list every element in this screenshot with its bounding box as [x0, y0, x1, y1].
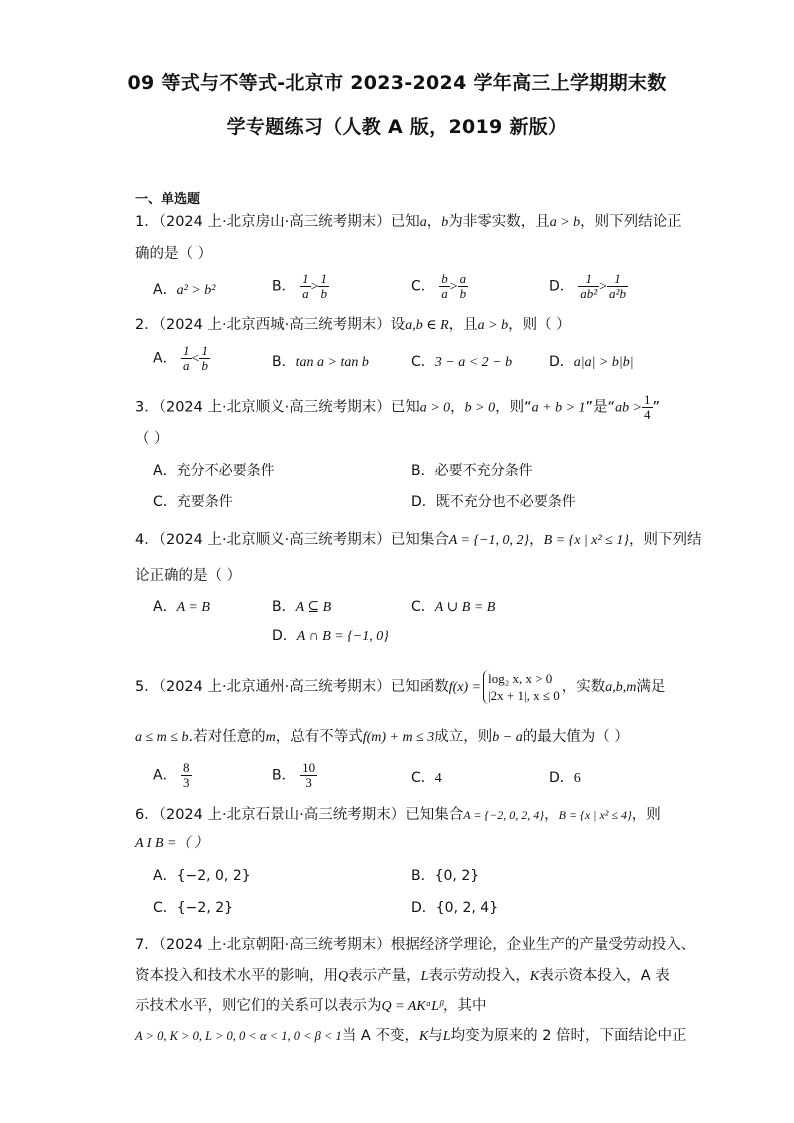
q3-condition: a + b > 1	[531, 400, 586, 416]
q5-text: 的最大值为（ ）	[522, 729, 629, 745]
fraction: $\frac{b}{a}$	[441, 271, 448, 301]
question-6-stem-line-2	[135, 833, 208, 854]
q7-text: 表示产量，	[348, 968, 421, 984]
q4-option-a[interactable]	[153, 597, 210, 618]
question-1-stem-line-2: 确的是（ ）	[135, 246, 213, 262]
option-expr: a|a| > b|b|	[573, 355, 634, 370]
q7-text: 与	[428, 1028, 443, 1044]
q1-text: ，	[426, 214, 442, 230]
fraction: $\frac{1}{a}$	[183, 343, 190, 373]
q6-text: ，则	[631, 807, 661, 823]
option-label: C．	[411, 770, 435, 786]
q2-text: 2．（2024 上·北京西城·高三统考期末）设	[135, 317, 406, 333]
option-label: C．	[411, 599, 435, 615]
q7-text: 表示资本投入，A 表	[539, 968, 670, 984]
q7-var-k: K	[529, 969, 540, 984]
option-expr: 4	[434, 771, 442, 786]
q6-text: 6．（2024 上·北京石景山·高三统考期末）已知集合	[135, 807, 464, 823]
q4-text: ，则下列结	[628, 532, 702, 548]
q4-set-b: B = {x | x² ≤ 1}	[543, 533, 629, 548]
q1-option-a[interactable]	[153, 280, 215, 301]
q2-text: ，且	[448, 317, 478, 333]
q1-condition: a > b	[549, 215, 581, 230]
q5-vars: a,b,m	[605, 680, 637, 695]
q2-option-a[interactable]	[153, 344, 210, 373]
q2-text: ，则（ ）	[508, 317, 571, 333]
operator: >	[449, 279, 458, 295]
option-expr: a² > b²	[176, 283, 216, 298]
q3-condition: ab >	[615, 400, 643, 416]
option-label: C．	[411, 278, 435, 295]
q2-condition: a > b	[477, 318, 509, 333]
piecewise-brace	[483, 670, 560, 704]
q3-condition: b > 0	[464, 400, 496, 416]
document-title-line-1: 09 等式与不等式-北京市 2023-2024 学年高三上学期期末数	[127, 72, 667, 94]
question-7-stem-line-1: 7．（2024 上·北京朝阳·高三统考期末）根据经济学理论，企业生产的产量受劳动投入、	[135, 937, 696, 953]
q6-option-a[interactable]: A．{−2, 0, 2}	[153, 868, 251, 884]
operator: >	[310, 279, 319, 295]
q5-condition: a ≤ m ≤ b	[135, 730, 189, 745]
question-1-stem	[135, 212, 682, 233]
q6-expression: A I B =（ ）	[135, 836, 208, 851]
q3-option-a[interactable]: A．充分不必要条件	[153, 463, 275, 479]
q7-var-l: L	[442, 1029, 451, 1044]
fraction: $\frac{1}{\text{a²b}}$	[609, 271, 626, 301]
option-label: A．	[153, 350, 177, 367]
fraction: $\frac{1}{a}$	[302, 271, 309, 301]
option-label: B．	[272, 354, 296, 370]
q3-text: ”	[652, 399, 661, 416]
q1-text: 1．（2024 上·北京房山·高三统考期末）已知	[135, 214, 420, 230]
question-3-stem-line-2: （ ）	[135, 431, 169, 447]
q7-text: ，其中	[443, 998, 487, 1014]
q6-option-c[interactable]: C．{−2, 2}	[153, 900, 234, 916]
q7-text: 当 A 不变，	[341, 1028, 419, 1044]
option-expr: 6	[573, 771, 581, 786]
q7-var-q: Q	[338, 969, 349, 984]
operator: >	[599, 279, 608, 295]
document-title-line-2: 学专题练习（人教 A 版，2019 新版）	[226, 116, 568, 138]
q3-text: ，	[450, 399, 465, 416]
question-7-stem-line-3	[135, 996, 487, 1017]
question-7-stem-line-2	[135, 966, 670, 987]
q1-text: 为非零实数，且	[448, 214, 550, 230]
q5-text: ，实数	[561, 679, 606, 695]
q5-var-m: m	[265, 730, 276, 745]
option-expr: A = B	[176, 600, 210, 615]
question-5-stem	[135, 670, 665, 705]
q5-text: 成立，则	[434, 729, 493, 745]
question-2-stem	[135, 315, 571, 336]
q5-option-c[interactable]	[411, 768, 442, 789]
option-label: B．	[272, 599, 296, 615]
fraction: $\frac{1}{b}$	[320, 271, 327, 301]
q4-option-b[interactable]	[272, 597, 331, 618]
q5-function: f(x) =	[448, 680, 482, 695]
q3-text: 3．（2024 上·北京顺义·高三统考期末）已知	[135, 399, 420, 416]
q4-option-c[interactable]	[411, 597, 495, 618]
q6-option-b[interactable]: B．{0, 2}	[411, 868, 480, 884]
q6-set-b: B = {x | x² ≤ 4}	[558, 808, 632, 822]
q7-var-l: L	[420, 969, 429, 984]
q7-conditions: A > 0, K > 0, L > 0, 0 < α < 1, 0 < β < 1	[135, 1029, 342, 1043]
q3-option-c[interactable]: C．充要条件	[153, 494, 233, 510]
question-4-stem	[135, 530, 701, 551]
operator: <	[191, 351, 200, 367]
option-expr: A ⊆ B	[295, 600, 332, 615]
q6-text: ，	[544, 807, 559, 823]
option-label: B．	[272, 767, 296, 784]
q5-text: 5．（2024 上·北京通州·高三统考期末）已知函数	[135, 679, 449, 695]
option-expr: A ∩ B = {−1, 0}	[296, 629, 389, 644]
q2-option-b[interactable]	[272, 352, 369, 373]
q1-option-b[interactable]	[272, 272, 329, 301]
q7-text: 均变为原来的 2 倍时，下面结论中正	[450, 1028, 687, 1044]
option-expr: tan a > tan b	[295, 355, 369, 370]
option-label: D．	[549, 278, 574, 295]
option-label: D．	[549, 354, 574, 370]
q5-option-d[interactable]	[549, 768, 581, 789]
q4-text: ，	[529, 532, 544, 548]
question-6-stem	[135, 805, 661, 825]
piecewise-case-1: log₂ x, x > 0	[488, 671, 553, 686]
q7-var-k: K	[418, 1029, 429, 1044]
fraction: $\frac{8}{3}$	[183, 760, 190, 790]
fraction: $\frac{1}{b}$	[201, 343, 208, 373]
q3-text: ”是“	[585, 399, 616, 416]
q5-text: .若对任意的	[188, 729, 266, 745]
q2-option-d[interactable]	[549, 352, 634, 373]
q5-text: 满足	[636, 679, 666, 695]
option-expr: A ∪ B = B	[434, 600, 496, 615]
q3-option-d[interactable]: D．既不充分也不必要条件	[411, 494, 576, 510]
fraction: $\frac{1}{\text{ab²}}$	[580, 271, 598, 301]
option-label: A．	[153, 599, 177, 615]
q5-text: ，总有不等式	[275, 729, 363, 745]
option-label: A．	[153, 767, 177, 784]
q5-inequality: f(m) + m ≤ 3	[362, 730, 435, 745]
q1-option-c[interactable]	[411, 272, 468, 301]
fraction: $\frac{a}{b}$	[459, 271, 467, 301]
q7-text: 表示劳动投入，	[428, 968, 530, 984]
fraction: $\frac{1}{4}$	[644, 392, 651, 422]
q4-option-d[interactable]	[272, 626, 389, 647]
q1-var-a: a	[419, 215, 427, 230]
q6-set-a: A = {−2, 0, 2, 4}	[463, 808, 545, 822]
q5-expression: b − a	[492, 730, 523, 745]
section-heading: 一、单选题	[135, 192, 201, 207]
option-label: C．	[411, 354, 435, 370]
q1-var-b: b	[441, 215, 449, 230]
piecewise-case-2: |2x + 1|, x ≤ 0	[488, 688, 560, 703]
q3-condition: a > 0	[419, 400, 451, 416]
option-label: D．	[549, 770, 574, 786]
option-expr: 3 − a < 2 − b	[434, 355, 513, 370]
q1-option-d[interactable]	[549, 272, 628, 301]
question-7-stem-line-4	[135, 1026, 687, 1047]
q7-text: 示技术水平，则它们的关系可以表示为	[135, 998, 382, 1014]
q4-set-a: A = {−1, 0, 2}	[448, 533, 530, 548]
question-4-stem-line-2: 论正确的是（ ）	[135, 568, 242, 584]
q5-option-a[interactable]	[153, 761, 192, 790]
q3-option-b[interactable]: B．必要不充分条件	[411, 463, 533, 479]
option-label: D．	[272, 628, 297, 644]
q7-formula: Q = AKᵅLᵝ	[381, 999, 444, 1014]
question-5-stem-line-2	[135, 727, 629, 748]
q6-option-d[interactable]: D．{0, 2, 4}	[411, 900, 499, 916]
option-label: B．	[272, 278, 296, 295]
q3-text: ，则“	[495, 399, 532, 416]
q1-text: ，则下列结论正	[580, 214, 682, 230]
q5-option-b[interactable]	[272, 761, 317, 790]
fraction: $\frac{10}{3}$	[302, 760, 316, 790]
q2-set: a,b ∈ R	[405, 318, 449, 333]
q4-text: 4．（2024 上·北京顺义·高三统考期末）已知集合	[135, 532, 449, 548]
q7-text: 资本投入和技术水平的影响，用	[135, 968, 338, 984]
option-label: A．	[153, 282, 177, 298]
q2-option-c[interactable]	[411, 352, 512, 373]
question-3-stem	[135, 393, 660, 422]
